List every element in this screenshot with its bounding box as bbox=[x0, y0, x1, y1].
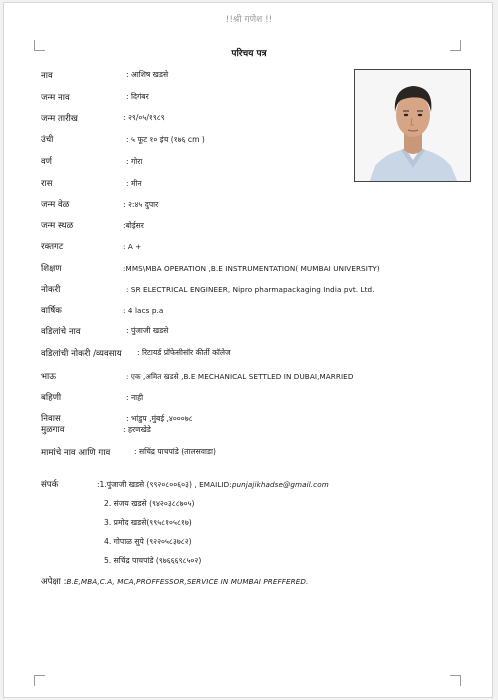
label-mulgaav: मुळगाव bbox=[41, 425, 65, 435]
label-mama: मामांचे नाव आणि गाव bbox=[41, 448, 111, 458]
value-janma-naav: : दिगंबर bbox=[126, 92, 149, 101]
apeksha-row bbox=[41, 575, 308, 587]
label-raas: रास bbox=[41, 179, 53, 189]
label-unchi: उंची bbox=[41, 135, 54, 145]
label-apeksha: अपेक्षा : bbox=[41, 577, 67, 587]
contact-1-email-label: , EMAILID: bbox=[194, 480, 232, 489]
value-raktagat: : A + bbox=[123, 242, 142, 251]
contact-5: 5. सचिंद्र पाचपांडे (९७६६६९८५०२) bbox=[104, 556, 202, 565]
label-janma-naav: जन्म नाव bbox=[41, 93, 70, 103]
label-bhau: भाऊ bbox=[41, 372, 57, 382]
value-bahini: : नाही bbox=[126, 393, 144, 402]
person-photo-icon bbox=[355, 70, 471, 182]
value-janma-sthal: :बोईसर bbox=[123, 221, 144, 230]
value-janma-vel: : २:४५ दुपार bbox=[123, 200, 159, 209]
value-vadil-nokari: : रिटायर्ड प्रॉफेसीसॉर कीर्ती कॉलेज bbox=[137, 348, 231, 357]
label-nivas: निवास bbox=[41, 414, 61, 424]
value-janma-tarikh: : २९/०५/१९८९ bbox=[123, 113, 165, 122]
label-shikshan: शिक्षण bbox=[41, 264, 62, 274]
profile-photo bbox=[354, 69, 471, 182]
value-nokari: : SR ELECTRICAL ENGINEER, Nipro pharmapackaging India pvt. Ltd. bbox=[126, 285, 375, 294]
value-apeksha: B.E,MBA,C.A, MCA,PROFFESSOR,SERVICE IN MUMBAI PREFFERED. bbox=[66, 577, 309, 586]
label-raktagat: रक्तगट bbox=[41, 242, 64, 252]
value-varshik: : 4 lacs p.a bbox=[123, 306, 164, 315]
label-varshik: वार्षिक bbox=[41, 306, 62, 316]
contact-1-name: :1.पुंजाजी खडसे (९९२०८००६०३) bbox=[97, 480, 192, 489]
contact-2: 2. संजय खडसे (९४२०३८८७०५) bbox=[104, 499, 195, 508]
label-janma-sthal: जन्म स्थळ bbox=[41, 221, 74, 231]
value-raas: : मीन bbox=[126, 179, 142, 188]
value-vadilanche-naav: : पुंजाजी खडसे bbox=[126, 326, 169, 335]
label-vadilanche-naav: वडिलांचे नाव bbox=[41, 327, 81, 337]
label-naav: नाव bbox=[41, 71, 53, 81]
page-header: !!श्री गणेश !! bbox=[225, 15, 273, 25]
value-naav: : आशिष खडसे bbox=[126, 70, 169, 79]
value-mama: : सचिंद्र पाचपांडे (तालसवाडा) bbox=[134, 447, 216, 456]
label-sampark: संपर्क bbox=[41, 480, 59, 490]
crop-mark-bottom-right bbox=[450, 675, 461, 686]
value-unchi: : ५ फूट १० इंच (१७६ cm ) bbox=[126, 135, 205, 144]
page-title: परिचय पत्र bbox=[231, 49, 267, 59]
label-bahini: बहिणी bbox=[41, 393, 62, 403]
value-bhau: : एक ,अमित खडसे ,B.E MECHANICAL SETTLED IN DUBAI,MARRIED bbox=[126, 372, 354, 381]
label-vadil-nokari: वडिलांची नोकरी /व्यवसाय bbox=[41, 349, 122, 359]
label-janma-tarikh: जन्म तारीख bbox=[41, 114, 78, 124]
contact-1-email[interactable]: punjajikhadse@gmail.com bbox=[231, 480, 329, 489]
crop-mark-bottom-left bbox=[34, 675, 45, 686]
label-nokari: नोकरी bbox=[41, 285, 61, 295]
value-mulgaav: : हरणखेडे bbox=[123, 425, 151, 434]
contact-1 bbox=[97, 480, 329, 490]
label-varna: वर्ण bbox=[41, 157, 52, 167]
value-nivas: : भांडुप ,मुंबई ,४०००७८ bbox=[126, 414, 193, 423]
contact-3: 3. प्रमोद खडसे(९९५८१०५८१७) bbox=[104, 518, 192, 527]
value-shikshan: :MMS\MBA OPERATION ,B.E INSTRUMENTATION( MUMBAI UNIVERSITY) bbox=[123, 264, 380, 273]
label-janma-vel: जन्म वेळ bbox=[41, 200, 70, 210]
value-varna: : गोरा bbox=[126, 157, 143, 166]
contact-4: 4. गोपाळ सुपे (९२२०५८३७८२) bbox=[104, 537, 192, 546]
